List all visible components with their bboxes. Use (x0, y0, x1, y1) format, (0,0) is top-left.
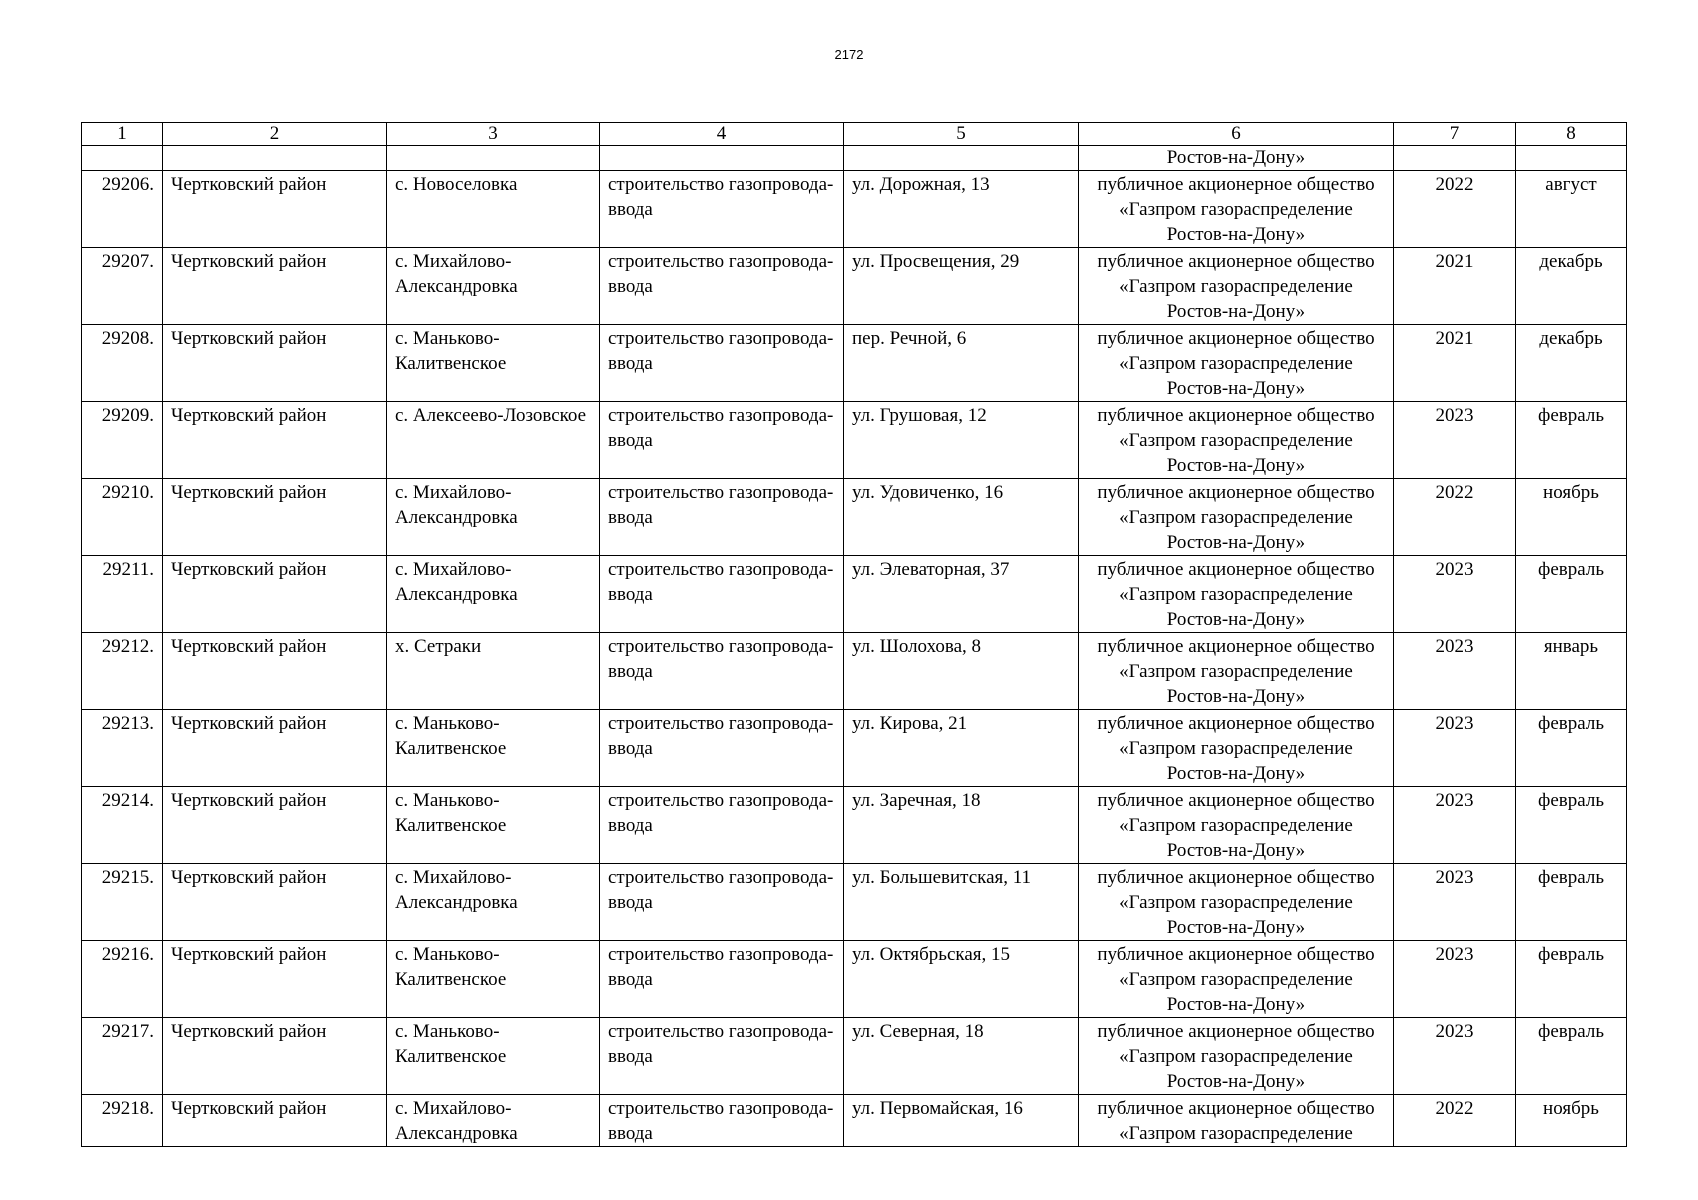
district-cell: Чертковский район (163, 710, 387, 787)
owner-cell: Ростов-на-Дону» (1079, 146, 1394, 171)
month-cell: февраль (1516, 864, 1627, 941)
settlement-cell: с. Маньково-Калитвенское (387, 787, 600, 864)
year-cell: 2022 (1394, 479, 1516, 556)
column-header: 6 (1079, 123, 1394, 146)
row-number-cell: 29217. (82, 1018, 163, 1095)
month-cell: февраль (1516, 556, 1627, 633)
page-number: 2172 (834, 47, 864, 62)
row-number-cell: 29218. (82, 1095, 163, 1147)
owner-cell: публичное акционерное общество «Газпром газораспределение Ростов-на-Дону» (1079, 787, 1394, 864)
owner-cell: публичное акционерное общество «Газпром газораспределение Ростов-на-Дону» (1079, 479, 1394, 556)
address-cell: ул. Элеваторная, 37 (844, 556, 1079, 633)
settlement-cell: с. Маньково-Калитвенское (387, 710, 600, 787)
table-row (82, 402, 1627, 479)
owner-cell: публичное акционерное общество «Газпром газораспределение Ростов-на-Дону» (1079, 402, 1394, 479)
address-cell: ул. Удовиченко, 16 (844, 479, 1079, 556)
settlement-cell: с. Михайлово-Александровка (387, 1095, 600, 1147)
work-type-cell: строительство газопровода-ввода (600, 325, 844, 402)
settlement-cell: с. Михайлово-Александровка (387, 556, 600, 633)
table-row (82, 941, 1627, 1018)
row-number-cell: 29211. (82, 556, 163, 633)
work-type-cell: строительство газопровода-ввода (600, 1095, 844, 1147)
address-cell: ул. Октябрьская, 15 (844, 941, 1079, 1018)
column-header: 2 (163, 123, 387, 146)
settlement-cell: с. Маньково-Калитвенское (387, 941, 600, 1018)
year-cell: 2023 (1394, 710, 1516, 787)
settlement-cell: с. Алексеево-Лозовское (387, 402, 600, 479)
district-cell: Чертковский район (163, 248, 387, 325)
work-type-cell: строительство газопровода-ввода (600, 556, 844, 633)
column-header: 3 (387, 123, 600, 146)
year-cell: 2023 (1394, 864, 1516, 941)
column-header: 1 (82, 123, 163, 146)
district-cell: Чертковский район (163, 556, 387, 633)
district-cell: Чертковский район (163, 864, 387, 941)
owner-cell: публичное акционерное общество «Газпром газораспределение Ростов-на-Дону» (1079, 864, 1394, 941)
work-type-cell: строительство газопровода-ввода (600, 710, 844, 787)
settlement-cell: с. Новоселовка (387, 171, 600, 248)
work-type-cell: строительство газопровода-ввода (600, 1018, 844, 1095)
owner-cell: публичное акционерное общество «Газпром газораспределение Ростов-на-Дону» (1079, 325, 1394, 402)
owner-cell: публичное акционерное общество «Газпром газораспределение (1079, 1095, 1394, 1147)
month-cell: февраль (1516, 710, 1627, 787)
year-cell: 2023 (1394, 633, 1516, 710)
row-number-cell: 29208. (82, 325, 163, 402)
work-type-cell: строительство газопровода-ввода (600, 248, 844, 325)
month-cell: февраль (1516, 941, 1627, 1018)
continuation-row (82, 146, 1627, 171)
address-cell: ул. Грушовая, 12 (844, 402, 1079, 479)
row-number-cell: 29214. (82, 787, 163, 864)
year-cell: 2023 (1394, 556, 1516, 633)
address-cell: ул. Первомайская, 16 (844, 1095, 1079, 1147)
table-row (82, 248, 1627, 325)
settlement-cell: с. Маньково-Калитвенское (387, 325, 600, 402)
owner-cell: публичное акционерное общество «Газпром газораспределение Ростов-на-Дону» (1079, 248, 1394, 325)
column-header: 8 (1516, 123, 1627, 146)
year-cell: 2023 (1394, 1018, 1516, 1095)
row-number-cell: 29212. (82, 633, 163, 710)
month-cell: январь (1516, 633, 1627, 710)
year-cell: 2022 (1394, 171, 1516, 248)
work-type-cell: строительство газопровода-ввода (600, 633, 844, 710)
row-number-cell: 29206. (82, 171, 163, 248)
table-row (82, 633, 1627, 710)
owner-cell: публичное акционерное общество «Газпром газораспределение Ростов-на-Дону» (1079, 633, 1394, 710)
month-cell: декабрь (1516, 325, 1627, 402)
row-number-cell: 29216. (82, 941, 163, 1018)
settlement-cell: с. Маньково-Калитвенское (387, 1018, 600, 1095)
owner-cell: публичное акционерное общество «Газпром газораспределение Ростов-на-Дону» (1079, 171, 1394, 248)
month-cell: август (1516, 171, 1627, 248)
address-cell: ул. Северная, 18 (844, 1018, 1079, 1095)
row-number-cell: 29213. (82, 710, 163, 787)
table-row (82, 710, 1627, 787)
table-row (82, 787, 1627, 864)
year-cell: 2023 (1394, 787, 1516, 864)
settlement-cell: с. Михайлово-Александровка (387, 864, 600, 941)
district-cell: Чертковский район (163, 171, 387, 248)
year-cell: 2023 (1394, 402, 1516, 479)
owner-cell: публичное акционерное общество «Газпром газораспределение Ростов-на-Дону» (1079, 1018, 1394, 1095)
month-cell: февраль (1516, 787, 1627, 864)
district-cell: Чертковский район (163, 941, 387, 1018)
address-cell: ул. Просвещения, 29 (844, 248, 1079, 325)
table-row (82, 1095, 1627, 1147)
district-cell: Чертковский район (163, 1018, 387, 1095)
district-cell: Чертковский район (163, 787, 387, 864)
year-cell: 2022 (1394, 1095, 1516, 1147)
table-row (82, 479, 1627, 556)
year-cell: 2021 (1394, 325, 1516, 402)
column-header: 5 (844, 123, 1079, 146)
row-number-cell: 29215. (82, 864, 163, 941)
owner-cell: публичное акционерное общество «Газпром газораспределение Ростов-на-Дону» (1079, 710, 1394, 787)
work-type-cell: строительство газопровода-ввода (600, 787, 844, 864)
year-cell: 2021 (1394, 248, 1516, 325)
owner-cell: публичное акционерное общество «Газпром газораспределение Ростов-на-Дону» (1079, 556, 1394, 633)
work-type-cell: строительство газопровода-ввода (600, 864, 844, 941)
address-cell: ул. Кирова, 21 (844, 710, 1079, 787)
table-row (82, 556, 1627, 633)
work-type-cell: строительство газопровода-ввода (600, 171, 844, 248)
month-cell: ноябрь (1516, 1095, 1627, 1147)
settlement-cell: с. Михайлово-Александровка (387, 248, 600, 325)
district-cell: Чертковский район (163, 479, 387, 556)
district-cell: Чертковский район (163, 633, 387, 710)
month-cell: февраль (1516, 1018, 1627, 1095)
work-type-cell: строительство газопровода-ввода (600, 402, 844, 479)
month-cell: декабрь (1516, 248, 1627, 325)
address-cell: ул. Заречная, 18 (844, 787, 1079, 864)
year-cell: 2023 (1394, 941, 1516, 1018)
registry-table (81, 122, 1627, 1147)
settlement-cell: х. Сетраки (387, 633, 600, 710)
address-cell: ул. Большевитская, 11 (844, 864, 1079, 941)
table-row (82, 325, 1627, 402)
address-cell: ул. Дорожная, 13 (844, 171, 1079, 248)
settlement-cell: с. Михайлово-Александровка (387, 479, 600, 556)
row-number-cell: 29209. (82, 402, 163, 479)
row-number-cell: 29210. (82, 479, 163, 556)
month-cell: ноябрь (1516, 479, 1627, 556)
district-cell: Чертковский район (163, 325, 387, 402)
address-cell: ул. Шолохова, 8 (844, 633, 1079, 710)
row-number-cell: 29207. (82, 248, 163, 325)
address-cell: пер. Речной, 6 (844, 325, 1079, 402)
column-number-row (82, 123, 1627, 146)
column-header: 4 (600, 123, 844, 146)
owner-cell: публичное акционерное общество «Газпром газораспределение Ростов-на-Дону» (1079, 941, 1394, 1018)
district-cell: Чертковский район (163, 402, 387, 479)
district-cell: Чертковский район (163, 1095, 387, 1147)
table-row (82, 1018, 1627, 1095)
column-header: 7 (1394, 123, 1516, 146)
month-cell: февраль (1516, 402, 1627, 479)
work-type-cell: строительство газопровода-ввода (600, 479, 844, 556)
table-row (82, 864, 1627, 941)
table-row (82, 171, 1627, 248)
work-type-cell: строительство газопровода-ввода (600, 941, 844, 1018)
